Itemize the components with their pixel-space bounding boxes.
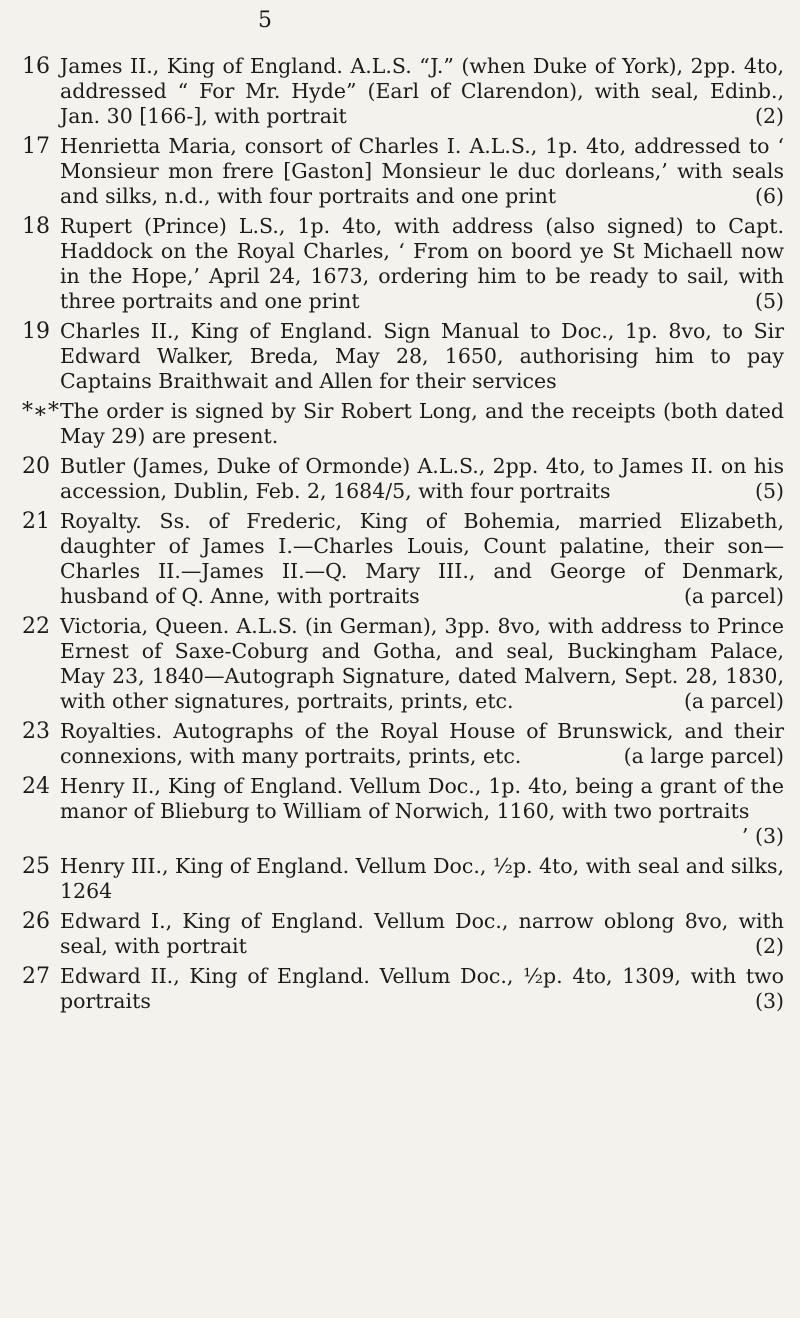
- lot-number: 24: [22, 774, 50, 799]
- lot-quantity: (2): [754, 104, 784, 128]
- note-asterism: *∗*: [22, 399, 59, 424]
- lot-note: [22, 399, 784, 449]
- lot-entry: [22, 54, 784, 129]
- lot-text: Edward II., King of England. Vellum Doc., ½p. 4to, 1309, with two portraits: [60, 964, 784, 1013]
- lot-quantity: (a parcel): [683, 689, 784, 713]
- lot-description: [60, 854, 784, 904]
- lot-description: [60, 454, 784, 504]
- lot-number: 22: [22, 614, 50, 639]
- lot-text: Charles II., King of England. Sign Manual to Doc., 1p. 8vo, to Sir Edward Walker, Breda, May 28, 1650, authorising him to pay Captains Braithwait and Allen for their services: [60, 319, 784, 393]
- lot-list: [22, 54, 784, 1019]
- lot-entry: [22, 134, 784, 209]
- lot-quantity: (5): [754, 479, 784, 503]
- lot-entry: [22, 854, 784, 904]
- note-text: The order is signed by Sir Robert Long, and the receipts (both dated May 29) are present.: [60, 399, 784, 448]
- lot-description: [60, 134, 784, 209]
- lot-entry: [22, 964, 784, 1014]
- lot-entry: [22, 774, 784, 849]
- lot-quantity: (a parcel): [683, 584, 784, 608]
- lot-entry: [22, 909, 784, 959]
- lot-entry: [22, 214, 784, 314]
- lot-number: 19: [22, 319, 50, 344]
- lot-number: 21: [22, 509, 50, 534]
- lot-entry: [22, 319, 784, 394]
- lot-number: 17: [22, 134, 50, 159]
- lot-number: 25: [22, 854, 50, 879]
- lot-quantity: (3): [754, 989, 784, 1013]
- lot-number: 27: [22, 964, 50, 989]
- lot-text: Victoria, Queen. A.L.S. (in German), 3pp. 8vo, with address to Prince Ernest of Saxe-Coburg and Gotha, and seal, Buckingham Palace, May 23, 1840—Autograph Signature, dated Malvern, Sept. 28, 1830, with other signatures, portraits, prints, etc.: [60, 614, 784, 713]
- lot-number: 18: [22, 214, 50, 239]
- lot-description: [60, 774, 784, 849]
- lot-quantity: ’ (3): [741, 824, 784, 848]
- lot-text: James II., King of England. A.L.S. “J.” (when Duke of York), 2pp. 4to, addressed “ For Mr. Hyde” (Earl of Clarendon), with seal, Edinb., Jan. 30 [166-], with portrait: [60, 54, 784, 128]
- lot-text: Rupert (Prince) L.S., 1p. 4to, with address (also signed) to Capt. Haddock on the Royal Charles, ‘ From on boord ye St Michaell now in the Hope,’ April 24, 1673, ordering him to be ready to sail, with three portraits and one print: [60, 214, 784, 313]
- lot-entry: [22, 509, 784, 609]
- lot-quantity: (2): [754, 934, 784, 958]
- lot-entry: [22, 454, 784, 504]
- lot-text: Henry II., King of England. Vellum Doc., 1p. 4to, being a grant of the manor of Blieburg to William of Norwich, 1160, with two portraits: [60, 774, 784, 823]
- lot-entry: [22, 719, 784, 769]
- lot-text: Royalty. Ss. of Frederic, King of Bohemia, married Elizabeth, daughter of James I.—Charles Louis, Count palatine, their son—Charles II.—James II.—Q. Mary III., and George of Denmark, husband of Q. Anne, with portraits: [60, 509, 784, 608]
- lot-description: [60, 909, 784, 959]
- lot-description: [60, 509, 784, 609]
- lot-entry: [22, 614, 784, 714]
- page-number: 5: [258, 8, 272, 33]
- lot-text: Edward I., King of England. Vellum Doc., narrow oblong 8vo, with seal, with portrait: [60, 909, 784, 958]
- lot-description: [60, 54, 784, 129]
- lot-description: [60, 319, 784, 394]
- lot-text: Henry III., King of England. Vellum Doc., ½p. 4to, with seal and silks, 1264: [60, 854, 784, 903]
- lot-text: Henrietta Maria, consort of Charles I. A.L.S., 1p. 4to, addressed to ‘ Monsieur mon frere [Gaston] Monsieur le duc dorleans,’ with seals and silks, n.d., with four portraits and one print: [60, 134, 784, 208]
- lot-number: 23: [22, 719, 50, 744]
- lot-text: Butler (James, Duke of Ormonde) A.L.S., 2pp. 4to, to James II. on his accession, Dublin, Feb. 2, 1684/5, with four portraits: [60, 454, 784, 503]
- lot-number: 16: [22, 54, 50, 79]
- lot-quantity: (6): [754, 184, 784, 208]
- lot-number: 26: [22, 909, 50, 934]
- lot-description: [60, 964, 784, 1014]
- lot-description: [60, 214, 784, 314]
- lot-quantity: (a large parcel): [623, 744, 784, 768]
- lot-number: 20: [22, 454, 50, 479]
- lot-text: Royalties. Autographs of the Royal House of Brunswick, and their connexions, with many portraits, prints, etc.: [60, 719, 784, 768]
- lot-quantity: (5): [754, 289, 784, 313]
- lot-description: [60, 614, 784, 714]
- lot-description: [60, 719, 784, 769]
